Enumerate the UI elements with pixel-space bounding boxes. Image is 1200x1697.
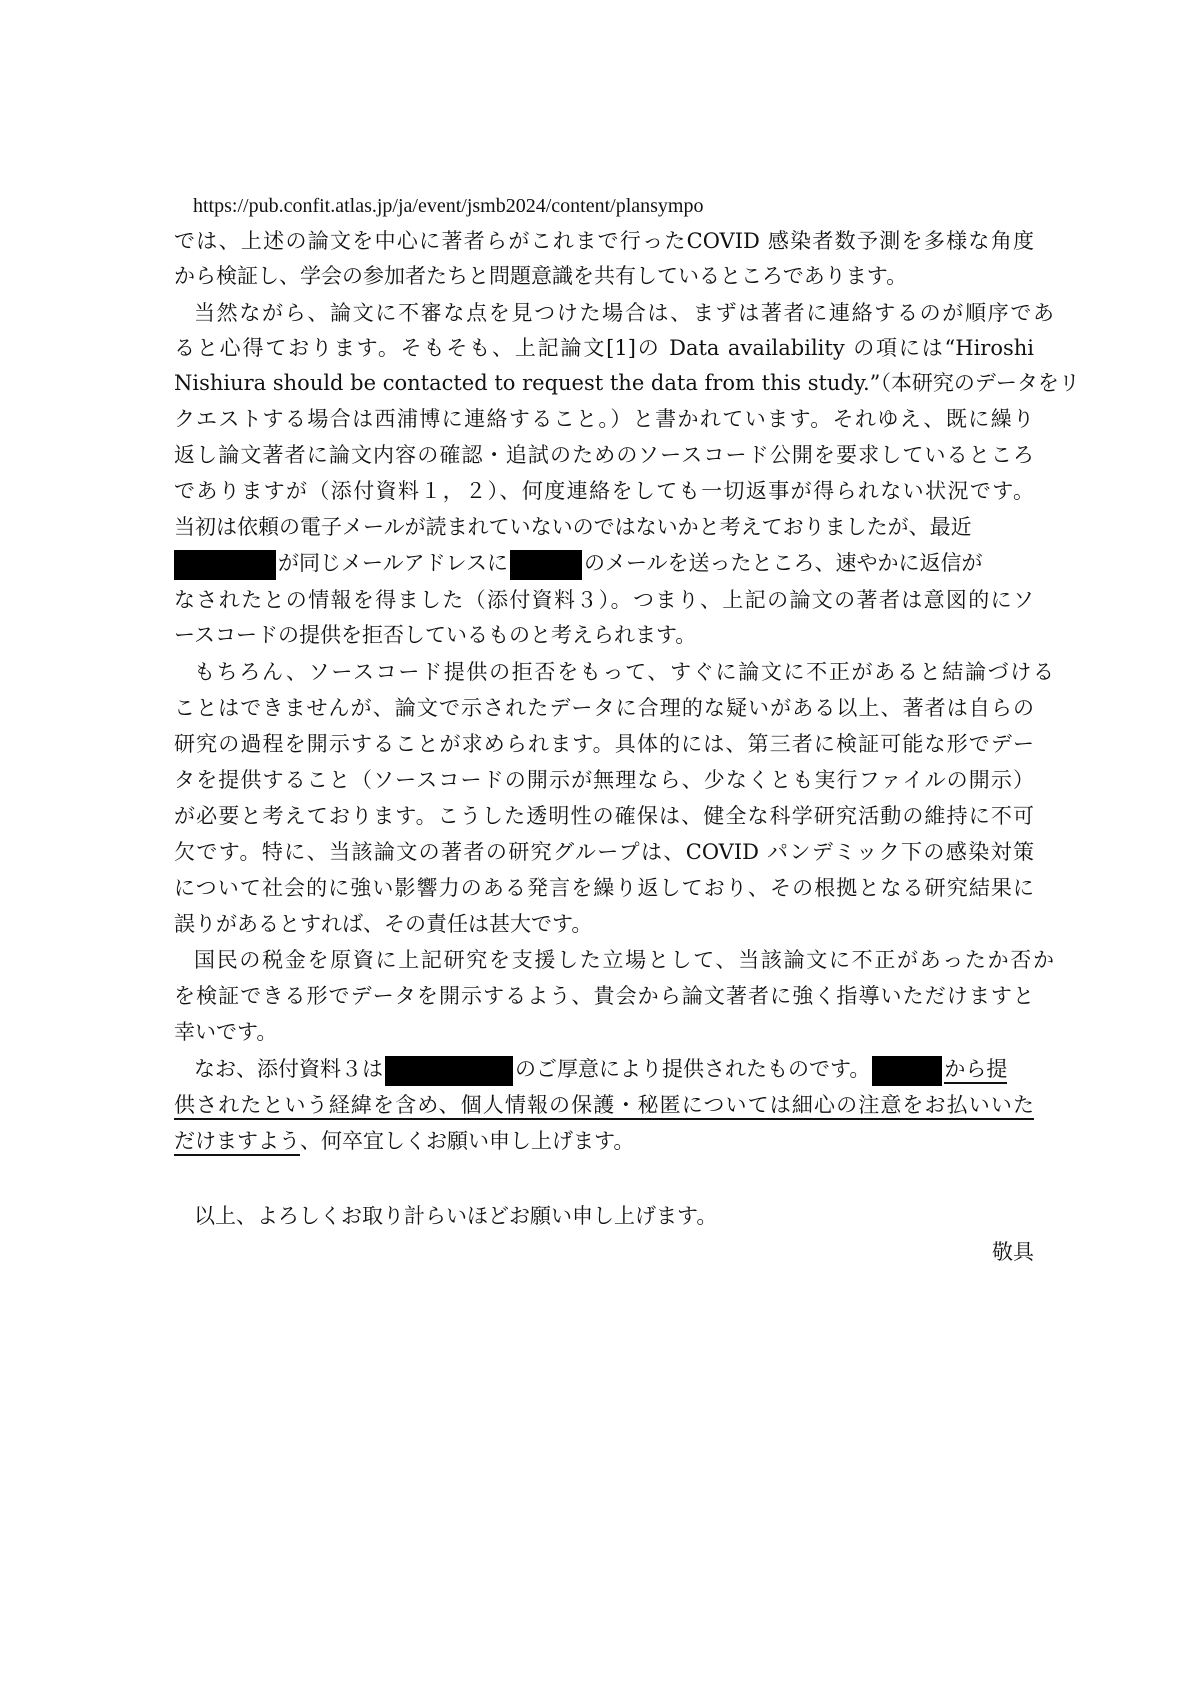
body-line: タを提供すること（ソースコードの開示が無理なら、少なくとも実行ファイルの開示） (174, 768, 1034, 792)
body-line: について社会的に強い影響力のある発言を繰り返しており、その根拠となる研究結果に (174, 876, 1034, 900)
paragraph-start: もちろん、ソースコード提供の拒否をもって、すぐに論文に不正があると結論づける (194, 660, 1054, 684)
body-line: 返し論文著者に論文内容の確認・追試のためのソースコード公開を要求しているところ (174, 443, 1034, 467)
redaction-block (872, 1056, 942, 1086)
body-line (174, 1127, 1034, 1155)
underlined-text: から提 (944, 1057, 1007, 1084)
body-line: 幸いです。 (174, 1020, 278, 1044)
body-text: なお、添付資料３は (194, 1057, 383, 1081)
reference-url: https://pub.confit.atlas.jp/ja/event/jsmb2024/content/plansympo (193, 195, 704, 217)
body-line: なされたとの情報を得ました（添付資料３）。つまり、上記の論文の著者は意図的にソ (174, 588, 1034, 612)
body-text: のご厚意により提供されたものです。 (515, 1057, 871, 1081)
body-line: Nishiura should be contacted to request the data from this study.”（本研究のデータをリ (174, 371, 1080, 395)
body-line-with-redactions (174, 549, 1034, 577)
body-line: 誤りがあるとすれば、その責任は甚大です。 (174, 912, 593, 936)
body-line: ことはできませんが、論文で示されたデータに合理的な疑いがある以上、著者は自らの (174, 696, 1034, 720)
body-line: クエストする場合は西浦博に連絡すること。）と書かれています。それゆえ、既に繰り (174, 407, 1034, 431)
body-line: ースコードの提供を拒否しているものと考えられます。 (174, 623, 697, 647)
underlined-text: だけますよう (174, 1129, 300, 1156)
body-line: が必要と考えております。こうした透明性の確保は、健全な科学研究活動の維持に不可 (174, 804, 1034, 828)
body-line: 研究の過程を開示することが求められます。具体的には、第三者に検証可能な形でデー (174, 732, 1034, 756)
body-line: でありますが（添付資料１，２）、何度連絡をしても一切返事が得られない状況です。 (174, 479, 1034, 503)
redaction-block (385, 1056, 513, 1086)
body-line: では、上述の論文を中心に著者らがこれまで行ったCOVID 感染者数予測を多様な角度 (174, 229, 1034, 253)
body-line-with-redactions (174, 1055, 1054, 1083)
redaction-block (174, 550, 276, 580)
body-line: ると心得ております。そもそも、上記論文[1]の Data availability の項には“Hiroshi (174, 336, 1034, 360)
redaction-block (510, 550, 582, 580)
paragraph-start: 国民の税金を原資に上記研究を支援した立場として、当該論文に不正があったか否か (194, 948, 1054, 972)
body-text: 、何卒宜しくお願い申し上げます。 (300, 1129, 635, 1153)
body-line: 当初は依頼の電子メールが読まれていないのではないかと考えておりましたが、最近 (174, 515, 972, 539)
body-line: から検証し、学会の参加者たちと問題意識を共有しているところであります。 (174, 264, 908, 288)
underlined-line (174, 1091, 1034, 1119)
body-line: 欠です。特に、当該論文の著者の研究グループは、COVID パンデミック下の感染対策 (174, 840, 1034, 864)
closing-line: 以上、よろしくお取り計らいほどお願い申し上げます。 (194, 1204, 718, 1228)
body-line: を検証できる形でデータを開示するよう、貴会から論文著者に強く指導いただけますと (174, 984, 1034, 1008)
underlined-text: 供されたという経緯を含め、個人情報の保護・秘匿については細心の注意をお払いいた (174, 1093, 1034, 1120)
signoff: 敬具 (992, 1240, 1034, 1264)
body-text: のメールを送ったところ、速やかに返信が (583, 551, 983, 575)
paragraph-start: 当然ながら、論文に不審な点を見つけた場合は、まずは著者に連絡するのが順序であ (194, 301, 1054, 325)
body-text: が同じメールアドレスに (278, 551, 508, 575)
